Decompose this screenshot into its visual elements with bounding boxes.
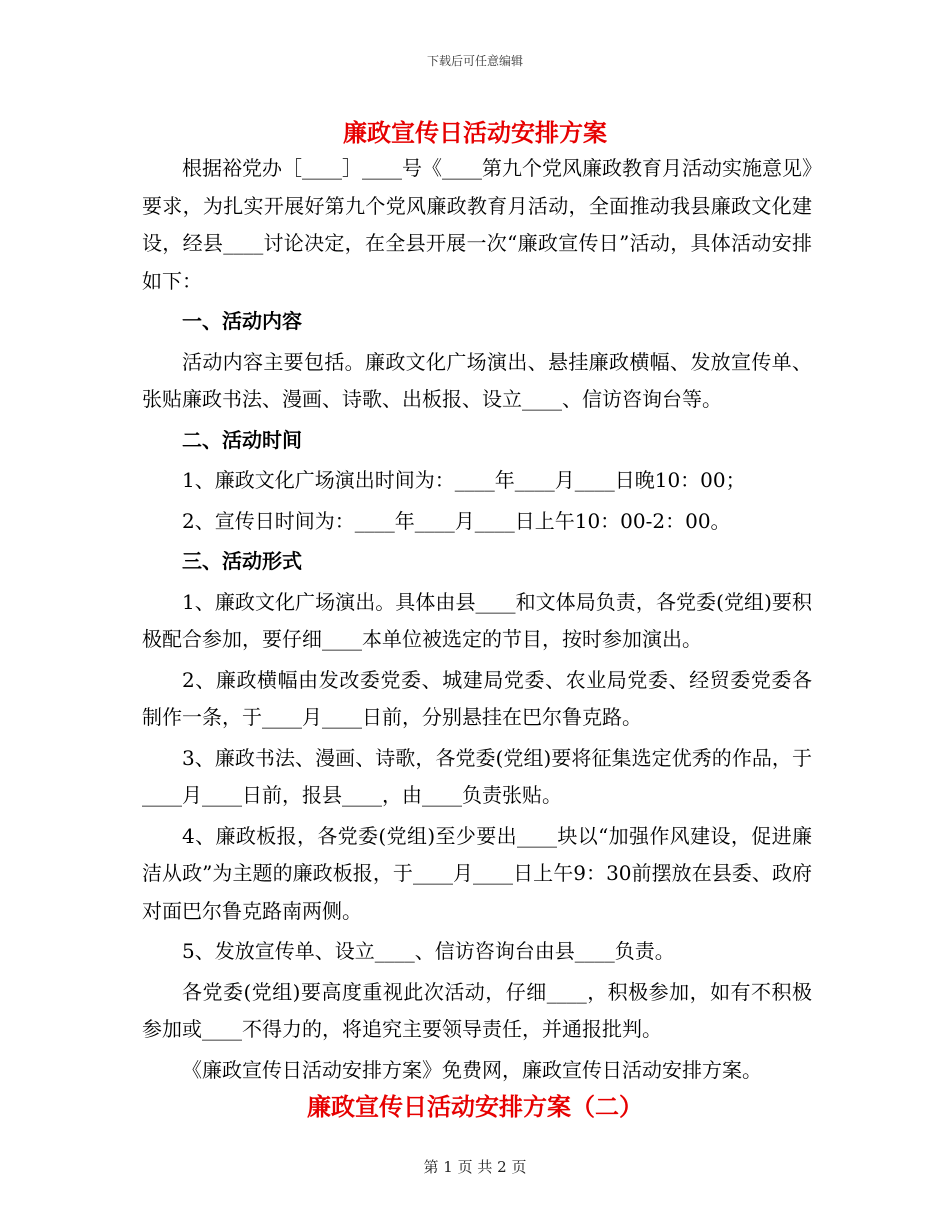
document-title: 廉政宣传日活动安排方案 (343, 119, 607, 147)
section-content-text: 活动内容主要包括。廉政文化广场演出、悬挂廉政横幅、发放宣传单、张贴廉政书法、漫画、诗歌、出板报、设立____、信访咨询台等。 (142, 349, 812, 411)
time-item: 2、宣传日时间为：____年____月____日上午10：00-2：00。 (182, 508, 731, 533)
page-footer: 第 1 页 共 2 页 (423, 1158, 527, 1176)
source-line: 《廉政宣传日活动安排方案》免费网，廉政宣传日活动安排方案。 (182, 1057, 762, 1082)
section-heading-form: 三、活动形式 (182, 549, 302, 573)
form-item: 4、廉政板报，各党委(党组)至少要出____块以“加强作风建设，促进廉洁从政”为主题的廉政板报，于____月____日上午9：30前摆放在县委、政府对面巴尔鲁克路南两侧。 (142, 823, 812, 923)
form-item: 5、发放宣传单、设立____、信访咨询台由县____负责。 (182, 939, 675, 963)
form-item: 1、廉政文化广场演出。具体由县____和文体局负责，各党委(党组)要积极配合参加，要仔细____本单位被选定的节目，按时参加演出。 (142, 589, 812, 651)
form-item: 3、廉政书法、漫画、诗歌，各党委(党组)要将征集选定优秀的作品，于____月____日前，报县____，由____负责张贴。 (142, 745, 812, 807)
intro-paragraph: 根据裕党办［____］____号《____第九个党风廉政教育月活动实施意见》要求，为扎实开展好第九个党风廉政教育月活动，全面推动我县廉政文化建设，经县____讨论决定，在全县开展一次“廉政宣传日”活动，具体活动安排如下： (142, 156, 812, 293)
header-note: 下载后可任意编辑 (426, 54, 523, 68)
second-document-title: 廉政宣传日活动安排方案（二） (307, 1093, 643, 1121)
section-heading-content: 一、活动内容 (182, 309, 302, 333)
document-body (142, 150, 812, 1089)
form-item: 2、廉政横幅由发改委党委、城建局党委、农业局党委、经贸委党委各制作一条，于____月____日前，分别悬挂在巴尔鲁克路。 (142, 667, 812, 729)
closing-paragraph: 各党委(党组)要高度重视此次活动，仔细____，积极参加，如有不积极参加或____不得力的，将追究主要领导责任，并通报批判。 (142, 979, 812, 1041)
section-heading-time: 二、活动时间 (182, 427, 302, 452)
time-item: 1、廉政文化广场演出时间为：____年____月____日晚10：00； (182, 468, 746, 492)
